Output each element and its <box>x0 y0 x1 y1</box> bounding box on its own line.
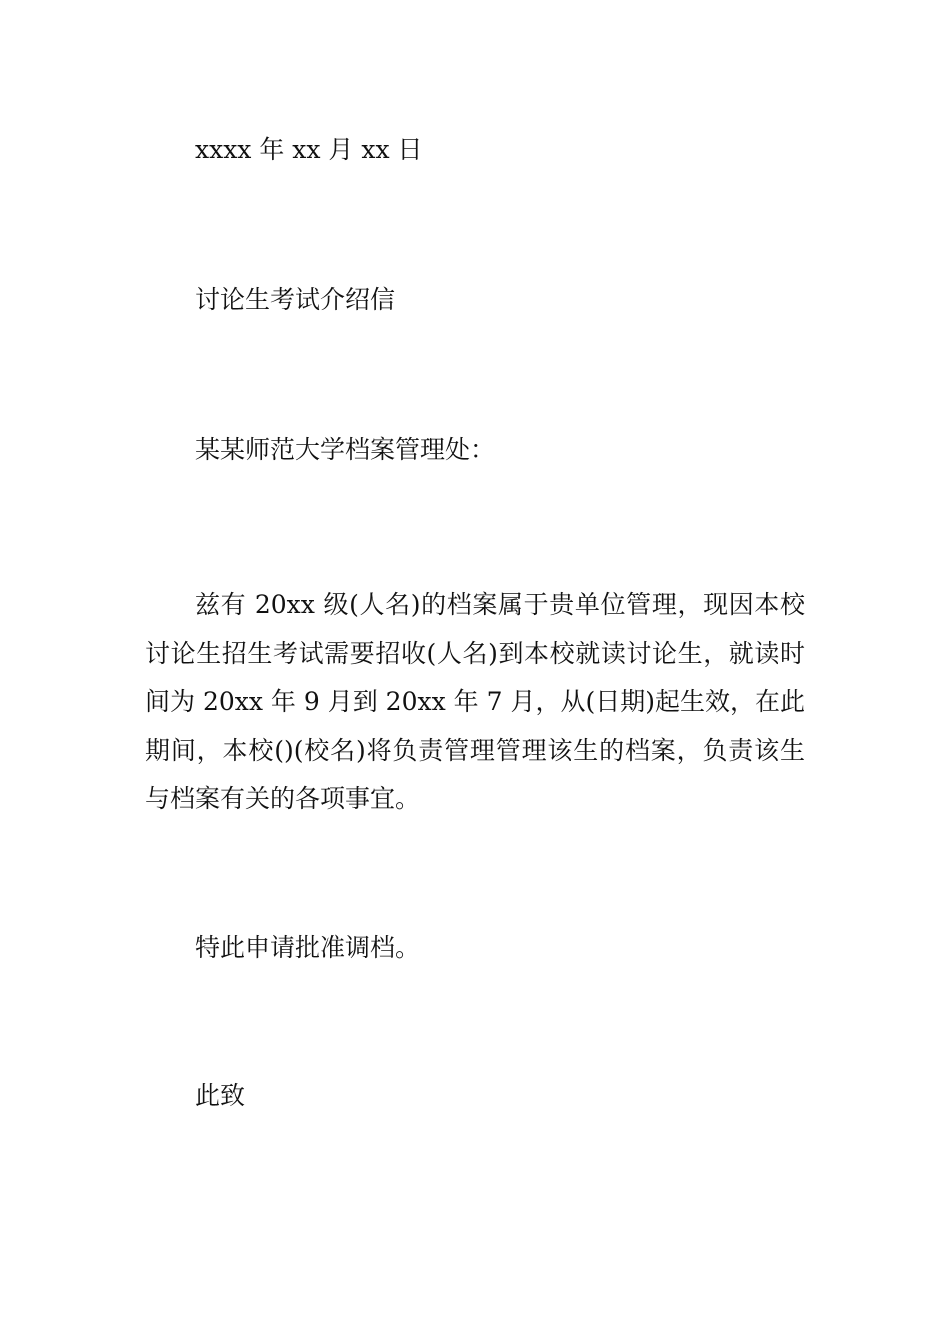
document-date: xxxx 年 xx 月 xx 日 <box>195 135 423 164</box>
request-line: 特此申请批准调档。 <box>195 933 421 962</box>
salutation: 某某师范大学档案管理处： <box>195 435 496 464</box>
closing-line: 此致 <box>195 1081 246 1110</box>
document-title: 讨论生考试介绍信 <box>195 285 396 314</box>
body-paragraph: 兹有 20xx 级(人名)的档案属于贵单位管理，现因本校讨论生招生考试需要招收(人名)到本校就读讨论生，就读时间为 20xx 年 9 月到 20xx 年 7 月，从(日期)起生效，在此期间，本校()(校名)将负责管理管理该生的档案，负责该生与档案有关的各项事宜。 <box>145 590 805 813</box>
